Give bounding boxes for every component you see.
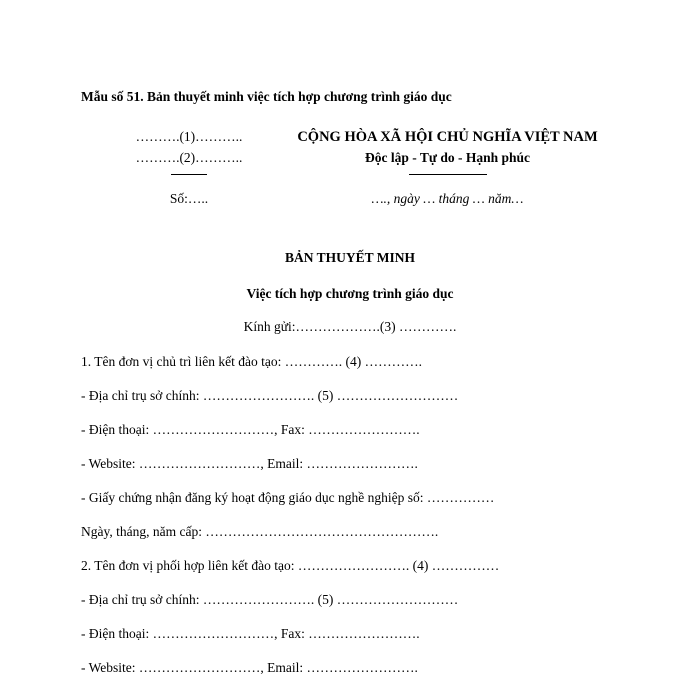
form-line: - Điện thoại: ………………………, Fax: …………………….: [81, 422, 420, 437]
form-title: Mẫu số 51. Bản thuyết minh việc tích hợp chương trình giáo dục: [81, 89, 452, 104]
org-name-line-2: ……….(2)………..: [135, 150, 243, 165]
form-line: - Địa chỉ trụ sở chính: ……………………. (5) ………………………: [81, 388, 459, 403]
form-line: 2. Tên đơn vị phối hợp liên kết đào tạo: ……………………. (4) ……………: [81, 558, 500, 573]
date-line: …., ngày … tháng … năm…: [371, 191, 524, 206]
document-title: BẢN THUYẾT MINH: [284, 250, 416, 265]
form-line: - Website: ………………………, Email: …………………….: [81, 456, 418, 471]
form-line: - Giấy chứng nhận đăng ký hoạt động giáo dục nghề nghiệp số: ……………: [81, 490, 495, 505]
form-line: - Địa chỉ trụ sở chính: ……………………. (5) ………………………: [81, 592, 459, 607]
nation-name: CỘNG HÒA XÃ HỘI CHỦ NGHĨA VIỆT NAM: [297, 129, 598, 145]
addressee-line: Kính gửi:……………….(3) ………….: [243, 319, 457, 334]
org-name-line-1: ……….(1)………..: [135, 129, 243, 144]
form-line: - Điện thoại: ………………………, Fax: …………………….: [81, 626, 420, 641]
form-line: 1. Tên đơn vị chủ trì liên kết đào tạo: …………. (4) ………….: [81, 354, 422, 369]
motto-divider: [280, 166, 615, 182]
form-line: - Website: ………………………, Email: …………………….: [81, 660, 418, 675]
document-subtitle: Việc tích hợp chương trình giáo dục: [246, 286, 454, 301]
document-number-field: Số:…..: [169, 191, 209, 206]
national-motto: Độc lập - Tự do - Hạnh phúc: [364, 150, 531, 165]
org-divider: [100, 166, 278, 182]
form-line: Ngày, tháng, năm cấp: …………………………………………….: [81, 524, 439, 539]
